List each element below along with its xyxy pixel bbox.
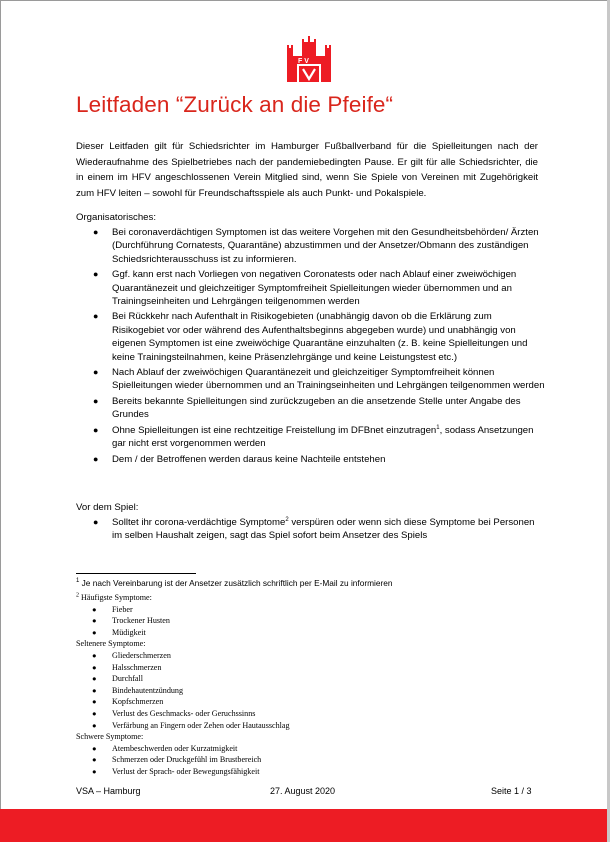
section-heading-organisatorisches: Organisatorisches: bbox=[76, 212, 156, 223]
list-item: ● Schmerzen oder Druckgefühl im Brustbereich bbox=[92, 755, 262, 765]
bullet-icon: ● bbox=[93, 395, 99, 406]
list-item: ● Bereits bekannte Spielleitungen sind zurückzugeben an die ansetzende Stelle unter Angabe des Grundes bbox=[93, 395, 521, 421]
footnote-separator bbox=[76, 573, 196, 574]
list-item: ● Trockener Husten bbox=[92, 616, 170, 626]
list-item: ● Durchfall bbox=[92, 674, 144, 684]
list-item: ● Solltet ihr corona-verdächtige Symptome$^2$ verspüren oder wenn sich diese Symptome bei Personen im selben Haushalt zeigen, sagt das Spiel sofort beim Ansetzer des Spiels bbox=[93, 516, 535, 542]
bullet-icon: ● bbox=[93, 311, 99, 322]
list-item: ● Bei coronaverdächtigen Symptomen ist das weitere Vorgehen mit den Gesundheitsbehörden/ Ärzten (Durchführung Cornatests, Quarantäne) abzustimmen und der Ansetzer/Obmann des zuständigen Schiedsrichterausschuss ist zu informieren. bbox=[93, 227, 539, 265]
list-item: ● Halsschmerzen bbox=[92, 662, 162, 672]
footnote-2-heading: $^2$ Häufigste Symptome: bbox=[76, 592, 152, 602]
bullet-icon: ● bbox=[92, 697, 97, 707]
list-item: ● Nach Ablauf der zweiwöchigen Quarantänezeit und gleichzeitiger Symptomfreiheit können Spielleitungen wieder übernommen und an Trainingseinheiten und Lehrgängen teilgenommen werden bbox=[93, 367, 545, 392]
footer-page-number: Seite 1 / 3 bbox=[491, 786, 532, 796]
bullet-icon: ● bbox=[92, 674, 97, 684]
list-item: ● Verlust der Sprach- oder Bewegungsfähigkeit bbox=[92, 766, 260, 776]
footnote-2 bbox=[76, 592, 456, 778]
list-item: ● Ohne Spielleitungen ist eine rechtzeitige Freistellung im DFBnet einzutragen$^1$, sodass Ansetzungen gar nicht erst vorgenommen werden bbox=[93, 424, 534, 450]
frequent-symptoms-list bbox=[76, 604, 456, 639]
bullet-icon: ● bbox=[92, 708, 97, 718]
list-item: ● Bindehautentzündung bbox=[92, 685, 184, 695]
bullet-icon: ● bbox=[92, 627, 97, 637]
severe-symptoms-heading: Schwere Symptome: bbox=[76, 732, 144, 742]
bullet-icon: ● bbox=[92, 604, 97, 614]
footer-date: 27. August 2020 bbox=[270, 786, 336, 796]
footer-red-bar bbox=[0, 809, 607, 842]
bullet-icon: ● bbox=[92, 650, 97, 660]
list-item: ● Gliederschmerzen bbox=[92, 650, 171, 660]
list-item: ● Dem / der Betroffenen werden daraus keine Nachteile entstehen bbox=[93, 453, 386, 465]
list-item: ● Verlust des Geschmacks- oder Geruchssinns bbox=[92, 708, 256, 718]
list-item: ● Atembeschwerden oder Kurzatmigkeit bbox=[92, 743, 238, 753]
bullet-icon: ● bbox=[93, 269, 99, 280]
footnote-1: $^1$ Je nach Vereinbarung ist der Ansetzer zusätzlich schriftlich per E-Mail zu informieren bbox=[76, 578, 393, 588]
list-item: ● Fieber bbox=[92, 604, 133, 614]
section-heading-vor-dem-spiel: Vor dem Spiel: bbox=[76, 502, 139, 513]
vor-dem-spiel-list bbox=[76, 516, 546, 543]
hamburg-castle-crest-icon bbox=[287, 36, 331, 82]
severe-symptoms-list bbox=[76, 743, 456, 778]
rarer-symptoms-list bbox=[76, 650, 456, 731]
footnote-ref[interactable]: 2 bbox=[285, 516, 289, 523]
bullet-icon: ● bbox=[93, 517, 99, 527]
list-item: ● Bei Rückkehr nach Aufenthalt in Risikogebieten (unabhängig davon ob die Erklärung zum Risikogebiet vor oder während des Aufenthaltsbeginns abgegeben wurde) und unabhängig von eigenen Symptomen ist eine zweiwöchige Quarantäne einzuhalten (z. B. keine Spielleitungen und keine Trainingsteilnahmen, keine Präsenzlehrgänge und keine Leistungstest etc.) bbox=[93, 311, 528, 363]
bullet-icon: ● bbox=[93, 424, 99, 435]
bullet-icon: ● bbox=[92, 766, 97, 776]
bullet-icon: ● bbox=[92, 743, 97, 753]
list-item: ● Ggf. kann erst nach Vorliegen von negativen Coronatests oder nach Ablauf einer zweiwöchigen Quarantänezeit und gleichzeitiger Symptomfreiheit Spielleitungen wieder übernommen und an Trainingseinheiten und Lehrgängen teilgenommen werden bbox=[93, 269, 517, 308]
list-item: ● Müdigkeit bbox=[92, 627, 146, 637]
footer-left: VSA – Hamburg bbox=[76, 786, 141, 796]
page-title: Leitfaden “Zurück an die Pfeife“ bbox=[76, 92, 394, 117]
list-item: ● Kopfschmerzen bbox=[92, 697, 164, 707]
bullet-icon: ● bbox=[93, 227, 99, 237]
bullet-icon: ● bbox=[92, 720, 97, 730]
intro-paragraph: Dieser Leitfaden gilt für Schiedsrichter im Hamburger Fußballverband für die Spielleitungen nach der Wiederaufnahme des Spielbetriebes nach der pandemiebedingten Pause. Er gilt für alle Schiedsrichter, die in einem im HFV angeschlossenen Verein Mitglied sind, wenn Sie Spiele von Vereinen mit Zugehörigkeit zum HFV leiten – sowohl für Freundschaftsspiele als auch Punkt- und Pokalspiele. bbox=[76, 141, 538, 199]
logo-text: F V bbox=[298, 58, 309, 65]
bullet-icon: ● bbox=[93, 367, 99, 378]
bullet-icon: ● bbox=[92, 755, 97, 765]
footnote-ref[interactable]: 1 bbox=[436, 424, 440, 431]
organisatorisches-list bbox=[76, 226, 546, 466]
bullet-icon: ● bbox=[92, 685, 97, 695]
rarer-symptoms-heading: Seltenere Symptome: bbox=[76, 639, 146, 649]
bullet-icon: ● bbox=[93, 453, 99, 464]
bullet-icon: ● bbox=[92, 616, 97, 626]
list-item: ● Verfärbung an Fingern oder Zehen oder Hautausschlag bbox=[92, 720, 290, 730]
bullet-icon: ● bbox=[92, 662, 97, 672]
